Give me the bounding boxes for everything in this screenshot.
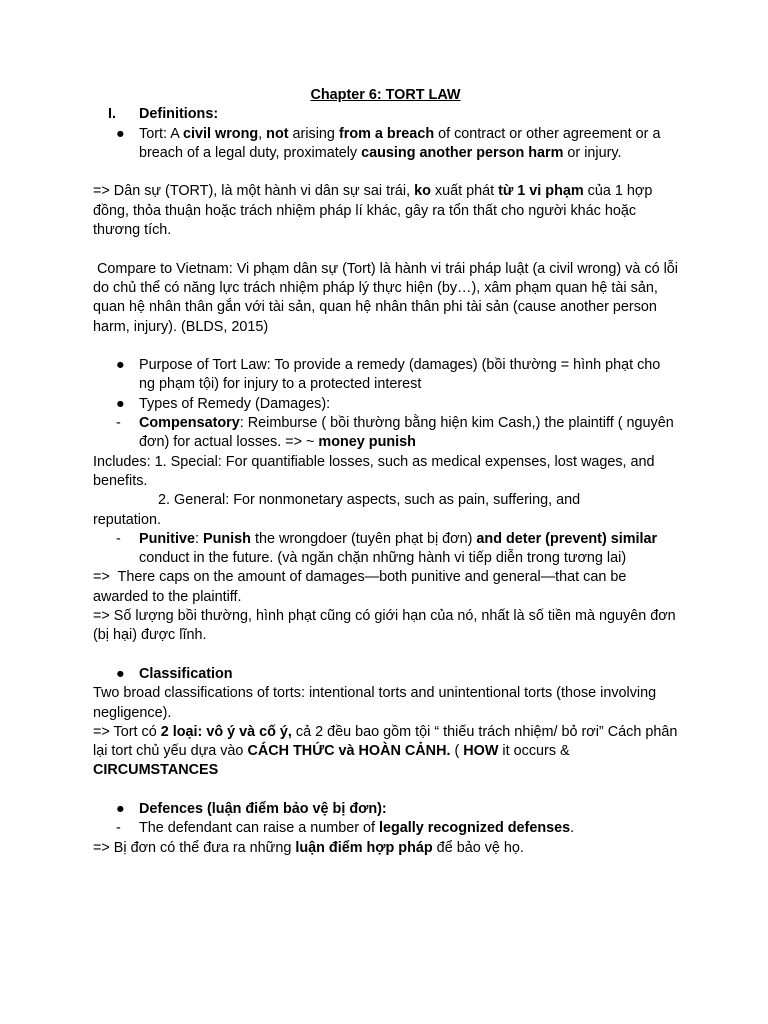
punitive-item [93, 530, 678, 569]
includes-paragraph: Includes: 1. Special: For quantifiable losses, such as medical expenses, lost wages, and benefits. [93, 453, 655, 489]
text-run: của 1 hợp đồng, thỏa thuận hoặc trách nhiệm pháp lí khác, gây ra tổn thất cho người khác hoặc thương tích. [93, 183, 653, 239]
bold-run: and deter (prevent) similar [476, 530, 658, 547]
text-run: : [194, 530, 203, 547]
text-run: xuất phát [430, 183, 499, 200]
bold-run: causing another person harm [361, 144, 564, 161]
defence-item [93, 819, 678, 838]
purpose-item [93, 356, 678, 395]
bold-run: luận điểm hợp pháp [295, 839, 433, 856]
reputation-line: reputation. [93, 511, 162, 528]
blank-line [93, 163, 678, 182]
bold-run: Compensatory [139, 415, 240, 432]
text-run: => Tort có [93, 723, 161, 740]
text-run: để bảo vệ họ. [432, 839, 524, 856]
blank-line [93, 781, 678, 800]
text-run: ( [450, 743, 464, 760]
defences-heading [93, 800, 678, 819]
bold-run: Defences (luận điểm bảo vệ bị đơn): [139, 800, 387, 817]
defence-vietnamese-paragraph [93, 839, 678, 858]
general-damages-line: 2. General: For nonmonetary aspects, such as pain, suffering, and [158, 492, 581, 509]
classification-heading [93, 665, 678, 684]
bold-run: từ 1 vi phạm [498, 183, 584, 200]
text-run: or injury. [563, 144, 622, 161]
dash-marker: - [116, 415, 121, 432]
bold-run: from a breach [338, 125, 435, 142]
types-of-remedy-item [93, 395, 678, 414]
bold-run: CIRCUMSTANCES [93, 762, 219, 779]
vietnamese-definition [93, 182, 678, 240]
text-run: , [258, 125, 267, 142]
bold-run: ko [414, 183, 431, 200]
classification-paragraph: Two broad classifications of torts: intentional torts and unintentional torts (those involving negligence). [93, 685, 657, 721]
section-heading-definitions [93, 105, 678, 124]
bold-run: legally recognized defenses [379, 820, 571, 837]
text-run: the wrongdoer (tuyên phạt bị đơn) [250, 530, 477, 547]
text-run: : Reimburse ( bồi thường bằng hiện kim Cash,) the plaintiff ( nguyên đơn) for actual losses. => ~ [139, 415, 674, 451]
text-run: cả 2 đều bao gồm tội “ thiếu trách nhiệm/ bỏ rơi” Cách phân lại tort chủ yếu dựa vào [93, 723, 678, 760]
bullet-icon: ● [116, 665, 125, 682]
text-run: => Bị đơn có thể đưa ra những [93, 839, 296, 856]
text-run: The defendant can raise a number of [139, 820, 379, 837]
bold-run: 2 loại: vô ý và cố ý, [160, 723, 292, 740]
bullet-icon: ● [116, 800, 125, 817]
text-run: it occurs & [498, 743, 570, 760]
text-run: . [570, 820, 575, 837]
text-run: of contract or other agreement or a breach of a legal duty, proximately [139, 125, 661, 161]
bullet-icon: ● [116, 395, 125, 412]
dash-marker: - [116, 820, 121, 837]
bold-run: civil wrong [183, 125, 259, 142]
section-heading-text: Definitions: [139, 106, 219, 123]
caps-vietnamese-paragraph: => Số lượng bồi thường, hình phạt cũng có giới hạn của nó, nhất là số tiền mà nguyên đơn (bị hại) được lĩnh. [93, 608, 676, 644]
caps-paragraph: => There caps on the amount of damages—both punitive and general—that can be awarded to the plaintiff. [93, 569, 631, 605]
bold-run: Punish [202, 530, 251, 547]
document-page [93, 86, 682, 858]
text-run: Tort: A [139, 125, 183, 142]
bold-run: money punish [318, 434, 416, 451]
blank-line [93, 337, 678, 356]
bold-run: Classification [139, 665, 233, 682]
section-number: I. [108, 106, 116, 123]
tort-definition-item [93, 125, 678, 164]
bullet-icon: ● [116, 125, 125, 142]
classification-vietnamese-paragraph [93, 723, 678, 781]
blank-line [93, 646, 678, 665]
text-run: Types of Remedy (Damages): [139, 395, 331, 412]
bold-run: not [266, 125, 289, 142]
text-run: arising [288, 125, 339, 142]
bold-run: CÁCH THỨC và HOÀN CẢNH. [247, 743, 451, 760]
blank-line [93, 240, 678, 259]
text-run: => Dân sự (TORT), là một hành vi dân sự sai trái, [93, 183, 415, 200]
bullet-icon: ● [116, 357, 125, 374]
text-run: conduct in the future. (và ngăn chặn những hành vi tiếp diễn trong tương lai) [139, 550, 627, 567]
text-run: Purpose of Tort Law: To provide a remedy (damages) (bồi thường = hình phạt cho ng phạm tội) for injury to a protected interest [139, 357, 661, 393]
bold-run: HOW [463, 743, 499, 760]
compensatory-item [93, 414, 678, 453]
dash-marker: - [116, 530, 121, 547]
compare-vietnam-paragraph: Compare to Vietnam: Vi phạm dân sự (Tort) là hành vi trái pháp luật (a civil wrong) và có lỗi do chủ thể có năng lực trách nhiệm pháp lý thực hiện (by…), xâm phạm quan hệ tài sản, quan hệ nhân thân gắn với tài sản, quan hệ nhân thân phi tài sản (cause another person harm, injury). (BLDS, 2015) [93, 260, 682, 335]
bold-run: Punitive [139, 530, 195, 547]
chapter-title: Chapter 6: TORT LAW [310, 87, 461, 103]
